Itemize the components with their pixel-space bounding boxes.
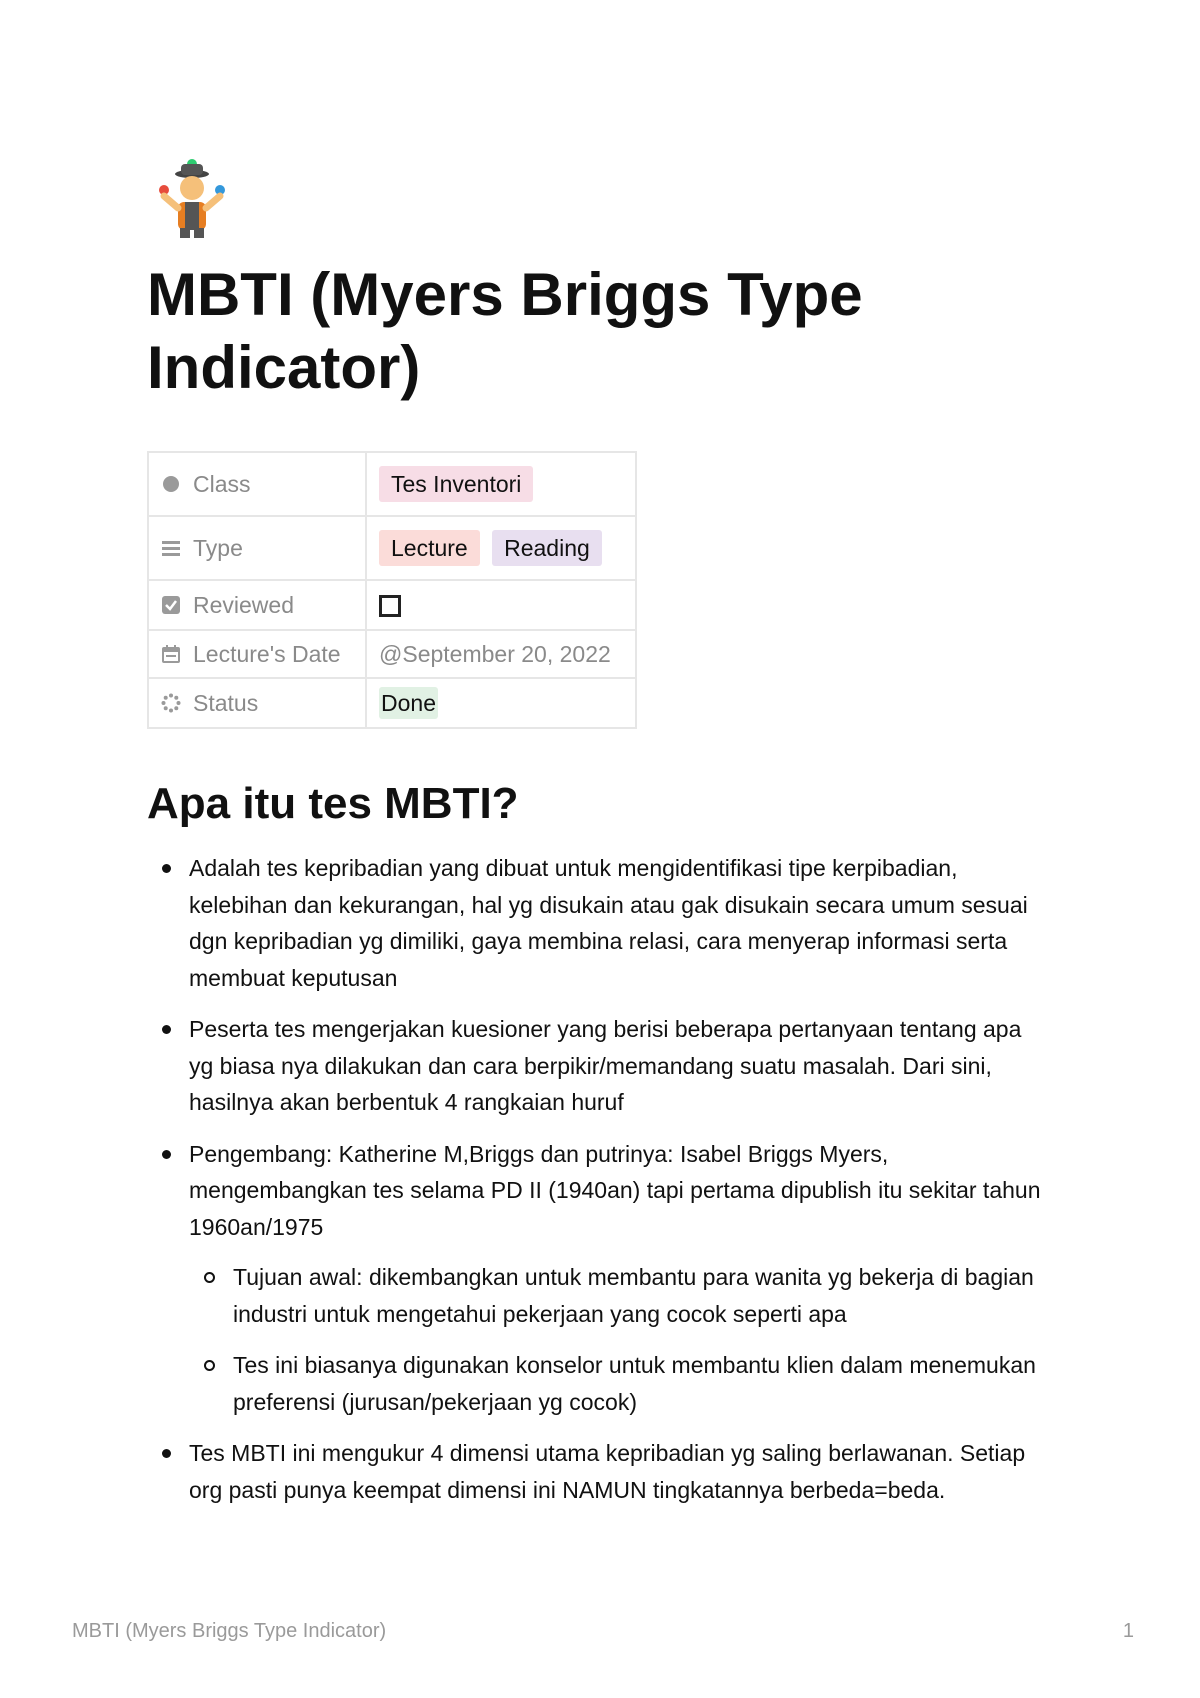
page-title: MBTI (Myers Briggs Type Indicator) xyxy=(147,261,863,401)
list-item: Tes MBTI ini mengukur 4 dimensi utama kepribadian yg saling berlawanan. Setiap org pasti punya keempat dimensi ini NAMUN tingkatannya berbeda=beda. xyxy=(147,1435,1047,1508)
status-badge[interactable]: Done xyxy=(379,687,438,719)
type-tag-lecture[interactable]: Lecture xyxy=(379,530,480,566)
property-row-lecture-date xyxy=(148,630,636,678)
circle-icon xyxy=(161,474,181,494)
class-tag[interactable]: Tes Inventori xyxy=(379,466,533,502)
properties-table xyxy=(147,451,637,729)
juggler-emoji-icon xyxy=(150,156,234,240)
list-item: Adalah tes kepribadian yang dibuat untuk mengidentifikasi tipe kerpibadian, kelebihan dan kekurangan, hal yg disukain atau gak disukain secara umum sesuai dgn kepribadian yg dimiliki, gaya membina relasi, cara menyerap informasi serta membuat keputusan xyxy=(147,850,1047,996)
list-icon xyxy=(161,538,181,558)
type-tag-reading[interactable]: Reading xyxy=(492,530,602,566)
sub-list-item: Tujuan awal: dikembangkan untuk membantu para wanita yg bekerja di bagian industri untuk mengetahui pekerjaan yang cocok seperti apa xyxy=(189,1259,1047,1332)
footer-title: MBTI (Myers Briggs Type Indicator) xyxy=(72,1620,387,1642)
property-row-status xyxy=(148,678,636,728)
property-label: Lecture's Date xyxy=(193,640,341,667)
property-label: Type xyxy=(193,534,243,561)
lecture-date-value[interactable]: @September 20, 2022 xyxy=(379,640,611,667)
page-number: 1 xyxy=(1122,1620,1134,1642)
calendar-icon xyxy=(161,644,181,664)
property-row-class xyxy=(148,452,636,516)
list-item xyxy=(147,1136,1047,1421)
list-item: Peserta tes mengerjakan kuesioner yang berisi beberapa pertanyaan tentang apa yg biasa nya dilakukan dan cara berpikir/memandang suatu masalah. Dari sini, hasilnya akan berbentuk 4 rangkaian huruf xyxy=(147,1011,1047,1121)
bullet-list xyxy=(147,850,1047,1523)
property-label: Status xyxy=(193,689,259,716)
checkbox-icon xyxy=(161,595,181,615)
property-label: Reviewed xyxy=(193,591,294,618)
property-row-type xyxy=(148,516,636,580)
reviewed-checkbox[interactable] xyxy=(379,595,401,617)
property-label: Class xyxy=(193,470,251,497)
property-row-reviewed xyxy=(148,580,636,630)
loading-icon xyxy=(161,693,181,713)
section-heading: Apa itu tes MBTI? xyxy=(147,779,519,828)
sub-list-item: Tes ini biasanya digunakan konselor untuk membantu klien dalam menemukan preferensi (jurusan/pekerjaan yg cocok) xyxy=(189,1347,1047,1420)
sub-bullet-list xyxy=(189,1259,1047,1420)
list-item-text: Pengembang: Katherine M,Briggs dan putrinya: Isabel Briggs Myers, mengembangkan tes selama PD II (1940an) tapi pertama dipublish itu sekitar tahun 1960an/1975 xyxy=(189,1140,1041,1240)
